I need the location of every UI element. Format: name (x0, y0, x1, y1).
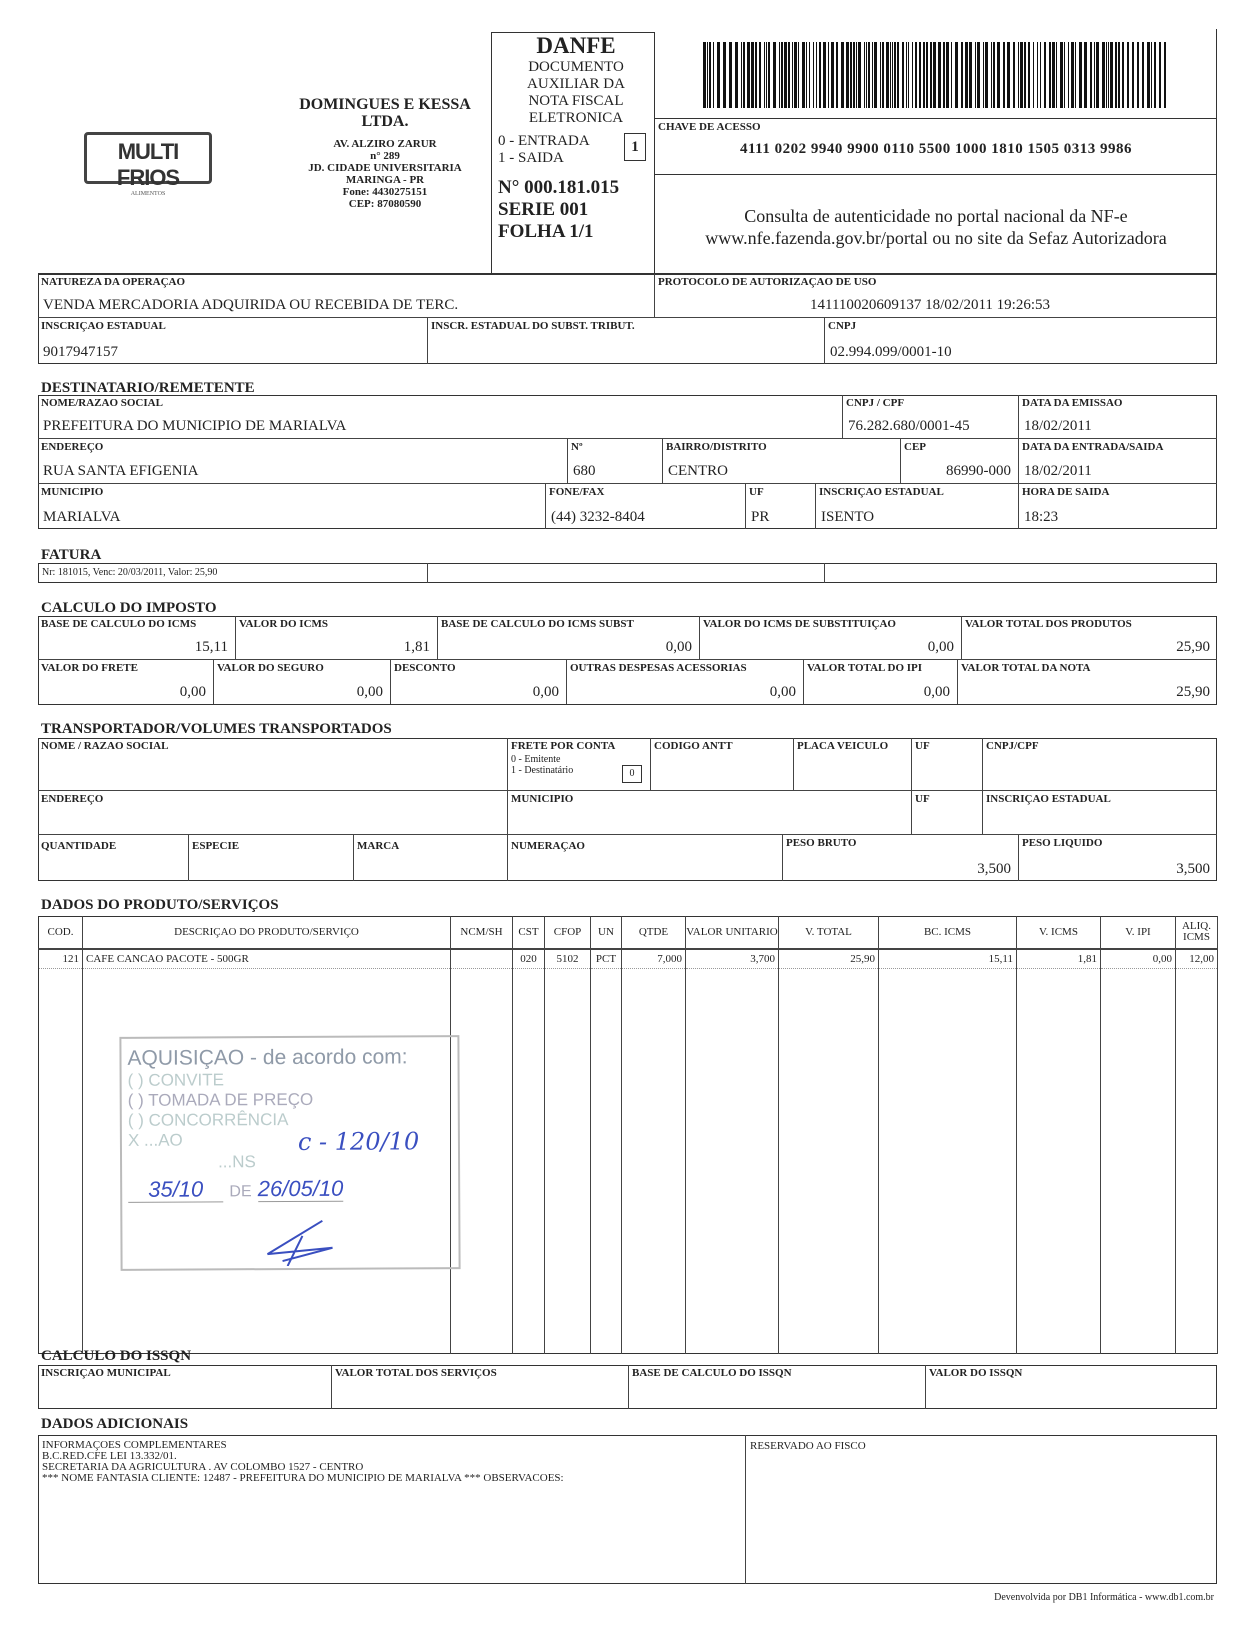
barcode-bar (906, 42, 907, 108)
field-label: BASE DE CALCULO DO ICMS SUBST (441, 618, 634, 630)
barcode-bar (868, 42, 870, 108)
frete-value-box: 0 (622, 765, 642, 783)
transp-nome: NOME / RAZAO SOCIAL (38, 738, 508, 791)
barcode-bar (735, 42, 738, 108)
transp-endereco: ENDEREÇO (38, 791, 508, 835)
barcode-bar (864, 42, 865, 108)
barcode-bar (779, 42, 780, 108)
table-cell: 25,90 (779, 949, 879, 969)
barcode-bar (977, 42, 980, 108)
barcode-bar (1013, 42, 1015, 108)
field-label: VALOR DO ICMS DE SUBSTITUIÇAO (703, 618, 896, 630)
barcode-bar (1137, 42, 1139, 108)
barcode-bar (912, 42, 913, 108)
empty-cell (1176, 969, 1218, 1354)
dest-numero: Nº 680 (568, 439, 663, 484)
dest-hora: HORA DE SAIDA 18:23 (1022, 486, 1110, 525)
dest-uf: UF PR (746, 484, 816, 529)
transp-quantidade: QUANTIDADE (38, 835, 189, 881)
field-value: 0,00 (532, 684, 559, 700)
field-value: 0,00 (179, 684, 206, 700)
barcode-bar (792, 42, 793, 108)
barcode-bar (897, 42, 899, 108)
barcode-bar (955, 42, 958, 108)
table-cell: 0,00 (1101, 949, 1176, 969)
column-header: COD. (39, 917, 83, 949)
natureza-field: NATUREZA DA OPERAÇAO VENDA MERCADORIA ADQUIRIDA OU RECEBIDA DE TERC. (38, 274, 655, 318)
issqn-inscricao: INSCRIÇAO MUNICIPAL (38, 1365, 332, 1409)
section-title-adicionais: DADOS ADICIONAIS (41, 1416, 189, 1432)
dest-nome: NOME/RAZAO SOCIAL PREFEITURA DO MUNICIPIO DE MARIALVA (38, 395, 843, 439)
field-label: DESCONTO (394, 662, 456, 674)
consulta-info: Consulta de autenticidade no portal nacional da NF-e www.nfe.fazenda.gov.br/portal ou no site da Sefaz Autorizadora (705, 206, 1167, 248)
barcode-bar (1040, 42, 1041, 108)
barcode-bar (1094, 42, 1095, 108)
barcode-bar (784, 42, 787, 108)
imposto-field (700, 616, 962, 660)
table-cell: 020 (513, 949, 545, 969)
column-header: CFOP (545, 917, 591, 949)
issqn-base: BASE DE CALCULO DO ISSQN (629, 1365, 926, 1409)
barcode-bar (1102, 42, 1105, 108)
barcode-bar (882, 42, 884, 108)
field-label: VALOR DO ICMS (239, 618, 329, 630)
imposto-field (214, 660, 391, 704)
barcode-bar (707, 42, 708, 108)
barcode-bar (1090, 42, 1092, 108)
barcode-bar (938, 42, 941, 108)
barcode-bar (747, 42, 750, 108)
dest-cep: CEP 86990-000 (901, 439, 1019, 484)
table-row (39, 949, 1218, 969)
barcode-bar (723, 42, 726, 108)
issqn-valor: VALOR DO ISSQN (929, 1367, 1023, 1379)
barcode-bar (890, 42, 891, 108)
dest-municipio: MUNICIPIO MARIALVA (38, 484, 546, 529)
barcode-bar (1159, 42, 1161, 108)
field-label: OUTRAS DESPESAS ACESSORIAS (570, 662, 747, 674)
barcode (703, 42, 1170, 108)
barcode-bar (1028, 42, 1030, 108)
empty-cell (1017, 969, 1101, 1354)
barcode-bar (729, 42, 732, 108)
barcode-bar (828, 42, 829, 108)
issqn-valor-servicos: VALOR TOTAL DOS SERVIÇOS (332, 1365, 629, 1409)
transp-especie: ESPECIE (189, 835, 354, 881)
barcode-bar (1132, 42, 1134, 108)
section-title-transportador: TRANSPORTADOR/VOLUMES TRANSPORTADOS (41, 721, 392, 737)
barcode-bar (816, 42, 817, 108)
column-header: CST (513, 917, 545, 949)
transp-marca: MARCA (354, 835, 508, 881)
imposto-field (236, 616, 438, 660)
barcode-bar (1118, 42, 1120, 108)
barcode-bar (880, 42, 881, 108)
table-cell: 15,11 (879, 949, 1017, 969)
empty-cell (779, 969, 879, 1354)
barcode-bar (908, 42, 909, 108)
dest-emissao: DATA DA EMISSAO 18/02/2011 (1019, 395, 1217, 439)
barcode-bar (1108, 42, 1109, 108)
barcode-bar (915, 42, 917, 108)
danfe-box: DANFE DOCUMENTO AUXILIAR DA NOTA FISCAL ELETRONICA 0 - ENTRADA 1 - SAIDA 1 N° 000.181.015 SERIE 001 FOLHA 1/1 (491, 32, 655, 274)
barcode-bar (1079, 42, 1082, 108)
table-cell: 7,000 (622, 949, 686, 969)
barcode-bar (1071, 42, 1074, 108)
barcode-bar (766, 42, 767, 108)
barcode-bar (703, 42, 706, 108)
table-cell: 121 (39, 949, 83, 969)
barcode-bar (781, 42, 783, 108)
empty-cell (39, 969, 83, 1354)
cnpj-field: CNPJ 02.994.099/0001-10 (828, 320, 952, 360)
section-title-fatura: FATURA (41, 547, 102, 563)
barcode-bar (975, 42, 976, 108)
column-header: V. TOTAL (779, 917, 879, 949)
section-title-destinatario: DESTINATARIO/REMETENTE (41, 380, 255, 396)
barcode-bar (1052, 42, 1055, 108)
barcode-bar (850, 42, 852, 108)
barcode-bar (1110, 42, 1113, 108)
ie-field: INSCRIÇAO ESTADUAL 9017947157 (38, 318, 428, 364)
barcode-bar (741, 42, 742, 108)
transp-uf2: UF (912, 791, 983, 835)
barcode-bar (1007, 42, 1010, 108)
ie-st-field: INSCR. ESTADUAL DO SUBST. TRIBUT. (428, 318, 825, 364)
empty-cell (545, 969, 591, 1354)
barcode-bar (768, 42, 770, 108)
empty-cell (591, 969, 622, 1354)
dest-cnpj: CNPJ / CPF 76.282.680/0001-45 (843, 395, 1019, 439)
barcode-bar (894, 42, 896, 108)
barcode-bar (985, 42, 988, 108)
section-title-produtos: DADOS DO PRODUTO/SERVIÇOS (41, 897, 279, 913)
table-cell: CAFE CANCAO PACOTE - 500GR (83, 949, 451, 969)
signature-icon (262, 1216, 342, 1266)
table-cell: 1,81 (1017, 949, 1101, 969)
protocolo-field: PROTOCOLO DE AUTORIZAÇAO DE USO 141110020609137 18/02/2011 19:26:53 (655, 274, 1217, 318)
transp-uf: UF (912, 738, 983, 791)
fatura-empty (428, 563, 825, 583)
column-header: VALOR UNITARIO (686, 917, 779, 949)
reservado-fisco: RESERVADO AO FISCO (750, 1440, 866, 1452)
danfe-subtitle: DOCUMENTO AUXILIAR DA NOTA FISCAL ELETRONICA (527, 59, 625, 126)
barcode-bar (1003, 42, 1005, 108)
barcode-bar (1154, 42, 1156, 108)
barcode-bar (1127, 42, 1129, 108)
barcode-bar (819, 42, 821, 108)
dest-bairro: BAIRRO/DISTRITO CENTRO (663, 439, 901, 484)
barcode-bar (1106, 42, 1107, 108)
barcode-bar (1075, 42, 1076, 108)
barcode-bar (709, 42, 711, 108)
field-value: 0,00 (769, 684, 796, 700)
imposto-field (38, 660, 214, 704)
barcode-bar (773, 42, 776, 108)
barcode-bar (991, 42, 992, 108)
barcode-bar (1064, 42, 1065, 108)
issuer-info: DOMINGUES E KESSA LTDA. AV. ALZIRO ZARUR n° 289 JD. CIDADE UNIVERSITARIA MARINGA - PR Fone: 4430275151 CEP: 87080590 (299, 96, 471, 210)
barcode-bar (943, 42, 945, 108)
imposto-field (804, 660, 958, 704)
field-value: 25,90 (1176, 639, 1210, 655)
empty-cell (513, 969, 545, 1354)
barcode-bar (858, 42, 861, 108)
acquisition-stamp: AQUISIÇAO - de acordo com: ( ) CONVITE ( ) TOMADA DE PREÇO ( ) CONCORRÊNCIA X ...AO c - 120/10 ...NS 35/10 DE 26/05/10 (119, 1035, 460, 1271)
field-value: 0,00 (356, 684, 383, 700)
barcode-bar (1164, 42, 1166, 108)
field-label: VALOR TOTAL DOS PRODUTOS (965, 618, 1132, 630)
dest-data-saida: DATA DA ENTRADA/SAIDA 18/02/2011 (1019, 439, 1217, 484)
barcode-bar (969, 42, 972, 108)
field-label: BASE DE CALCULO DO ICMS (41, 618, 197, 630)
barcode-bar (802, 42, 805, 108)
empty-cell (1101, 969, 1176, 1354)
field-label: VALOR TOTAL DO IPI (807, 662, 923, 674)
barcode-bar (813, 42, 814, 108)
field-value: 0,00 (665, 639, 692, 655)
transp-numeracao: NUMERAÇAO (508, 835, 783, 881)
barcode-bar (1056, 42, 1057, 108)
barcode-bar (951, 42, 952, 108)
barcode-bar (872, 42, 873, 108)
barcode-bar (997, 42, 1000, 108)
imposto-field (38, 616, 236, 660)
imposto-field (567, 660, 804, 704)
field-value: 0,00 (923, 684, 950, 700)
section-title-issqn: CALCULO DO ISSQN (41, 1348, 192, 1364)
barcode-bar (788, 42, 790, 108)
barcode-bar (866, 42, 867, 108)
fatura-value: Nr: 181015, Venc: 20/03/2011, Valor: 25,90 (38, 563, 428, 583)
barcode-bar (755, 42, 757, 108)
table-cell: 3,700 (686, 949, 779, 969)
dest-ie: INSCRIÇAO ESTADUAL ISENTO (816, 484, 1019, 529)
column-header: V. IPI (1101, 917, 1176, 949)
barcode-bar (946, 42, 949, 108)
barcode-bar (1122, 42, 1124, 108)
barcode-bar (961, 42, 963, 108)
barcode-bar (930, 42, 932, 108)
field-label: VALOR DO FRETE (41, 662, 138, 674)
field-value: 1,81 (403, 639, 430, 655)
barcode-bar (1037, 42, 1038, 108)
dest-fone: FONE/FAX (44) 3232-8404 (546, 484, 746, 529)
field-value: 0,00 (927, 639, 954, 655)
barcode-bar (1084, 42, 1087, 108)
column-header: NCM/SH (451, 917, 513, 949)
column-header: DESCRIÇAO DO PRODUTO/SERVIÇO (83, 917, 451, 949)
barcode-bar (993, 42, 995, 108)
barcode-bar (841, 42, 844, 108)
barcode-bar (853, 42, 855, 108)
barcode-bar (856, 42, 857, 108)
tipo-box: 1 (624, 133, 646, 161)
empty-cell (622, 969, 686, 1354)
barcode-bar (1018, 42, 1019, 108)
barcode-bar (1096, 42, 1099, 108)
imposto-field (391, 660, 567, 704)
empty-cell (879, 969, 1017, 1354)
table-cell: PCT (591, 949, 622, 969)
barcode-bar (1068, 42, 1069, 108)
table-cell: 12,00 (1176, 949, 1218, 969)
barcode-bar (809, 42, 810, 108)
dest-endereco: ENDEREÇO RUA SANTA EFIGENIA (38, 439, 568, 484)
transp-cnpj: CNPJ/CPF (983, 738, 1217, 791)
barcode-bar (1147, 42, 1150, 108)
imposto-field (438, 616, 700, 660)
barcode-bar (1142, 42, 1144, 108)
barcode-bar (743, 42, 745, 108)
barcode-bar (1060, 42, 1063, 108)
chave-acesso: CHAVE DE ACESSO 4111 0202 9940 9900 0110 5500 1000 1810 1505 0313 9986 (655, 118, 1217, 175)
info-complementares: INFORMAÇOES COMPLEMENTARES B.C.RED.CFE LEI 13.332/01. SECRETARIA DA AGRICULTURA . AV COLOMBO 1527 - CENTRO *** NOME FANTASIA CLIENTE: 12487 - PREFEITURA DO MUNICIPIO DE MARIALVA *** OBSERVACOES: (38, 1435, 746, 1584)
barcode-bar (806, 42, 807, 108)
barcode-bar (1049, 42, 1051, 108)
transp-antt: CODIGO ANTT (651, 738, 794, 791)
field-label: VALOR DO SEGURO (217, 662, 324, 674)
transp-peso-bruto: PESO BRUTO 3,500 (783, 835, 1019, 881)
field-value: 25,90 (1176, 684, 1210, 700)
field-label: VALOR TOTAL DA NOTA (961, 662, 1091, 674)
barcode-bar (713, 42, 714, 108)
barcode-bar (874, 42, 877, 108)
column-header: ALIQ. ICMS (1176, 917, 1218, 949)
barcode-bar (831, 42, 834, 108)
field-value: 15,11 (194, 639, 228, 655)
barcode-bar (926, 42, 928, 108)
barcode-bar (902, 42, 904, 108)
imposto-field (962, 616, 1217, 660)
barcode-bar (1044, 42, 1046, 108)
barcode-bar (798, 42, 799, 108)
company-logo: MULTI FRIOS ALIMENTOS (84, 132, 212, 184)
footer-credit: Devenvolvida por DB1 Informática - www.db1.com.br (994, 1592, 1214, 1603)
transp-placa: PLACA VEICULO (794, 738, 912, 791)
barcode-bar (794, 42, 797, 108)
barcode-bar (1115, 42, 1117, 108)
empty-cell (686, 969, 779, 1354)
section-title-imposto: CALCULO DO IMPOSTO (41, 600, 217, 616)
barcode-bar (892, 42, 893, 108)
barcode-bar (823, 42, 826, 108)
barcode-bar (759, 42, 761, 108)
barcode-bar (919, 42, 921, 108)
transp-peso-liquido: PESO LIQUIDO 3,500 (1022, 837, 1210, 877)
transp-frete: FRETE POR CONTA 0 - Emitente 1 - Destinatário 0 (508, 738, 651, 791)
transp-ie: INSCRIÇAO ESTADUAL (983, 791, 1217, 835)
column-header: UN (591, 917, 622, 949)
barcode-bar (983, 42, 984, 108)
barcode-bar (933, 42, 936, 108)
barcode-bar (751, 42, 754, 108)
barcode-bar (886, 42, 889, 108)
barcode-bar (717, 42, 720, 108)
table-cell (451, 949, 513, 969)
barcode-bar (1020, 42, 1023, 108)
barcode-bar (1033, 42, 1034, 108)
barcode-bar (846, 42, 849, 108)
column-header: QTDE (622, 917, 686, 949)
barcode-bar (1151, 42, 1152, 108)
transp-municipio: MUNICIPIO (508, 791, 912, 835)
barcode-bar (764, 42, 765, 108)
barcode-bar (923, 42, 925, 108)
barcode-bar (836, 42, 838, 108)
barcode-bar (1024, 42, 1026, 108)
imposto-field (958, 660, 1217, 704)
barcode-bar (965, 42, 968, 108)
column-header: V. ICMS (1017, 917, 1101, 949)
table-cell: 5102 (545, 949, 591, 969)
column-header: BC. ICMS (879, 917, 1017, 949)
